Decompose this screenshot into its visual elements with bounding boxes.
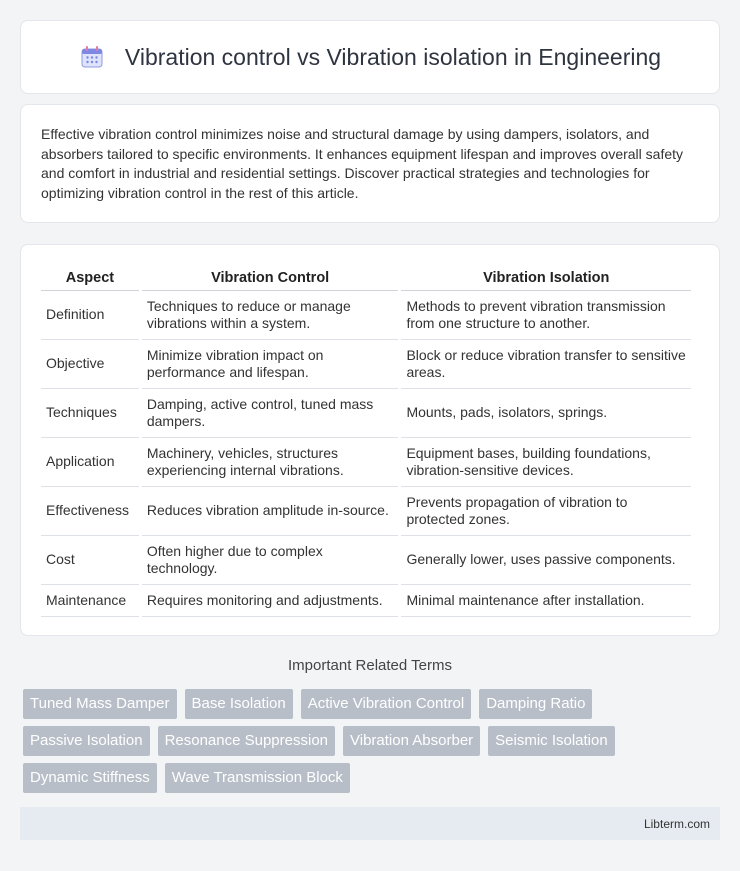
footer: [20, 807, 720, 840]
term-tag[interactable]: Resonance Suppression: [158, 726, 335, 756]
comparison-table: [38, 265, 694, 617]
row-isolation-cell: Block or reduce vibration transfer to sensitive areas.: [401, 340, 691, 389]
table-row: [41, 438, 691, 487]
row-control-cell: Often higher due to complex technology.: [142, 536, 399, 585]
term-tag[interactable]: Vibration Absorber: [343, 726, 480, 756]
related-terms-list: [23, 689, 723, 793]
row-isolation-cell: Methods to prevent vibration transmission from one structure to another.: [401, 291, 691, 340]
row-aspect-cell: Objective: [41, 340, 139, 389]
term-tag[interactable]: Tuned Mass Damper: [23, 689, 177, 719]
row-control-cell: Techniques to reduce or manage vibrations within a system.: [142, 291, 399, 340]
title-card: [20, 20, 720, 94]
table-row: [41, 487, 691, 536]
row-aspect-cell: Cost: [41, 536, 139, 585]
row-control-cell: Damping, active control, tuned mass dampers.: [142, 389, 399, 438]
footer-site-link[interactable]: Libterm.com: [643, 816, 710, 831]
column-header-vibration-control: Vibration Control: [142, 265, 399, 291]
comparison-card: [20, 244, 720, 636]
row-aspect-cell: Application: [41, 438, 139, 487]
row-control-cell: Reduces vibration amplitude in-source.: [142, 487, 399, 536]
row-control-cell: Machinery, vehicles, structures experiencing internal vibrations.: [142, 438, 399, 487]
term-tag[interactable]: Passive Isolation: [23, 726, 150, 756]
term-tag[interactable]: Base Isolation: [185, 689, 293, 719]
intro-card: [20, 104, 720, 223]
row-isolation-cell: Generally lower, uses passive components.: [401, 536, 691, 585]
term-tag[interactable]: Dynamic Stiffness: [23, 763, 157, 793]
row-aspect-cell: Effectiveness: [41, 487, 139, 536]
row-aspect-cell: Definition: [41, 291, 139, 340]
row-control-cell: Requires monitoring and adjustments.: [142, 585, 399, 617]
term-tag[interactable]: Damping Ratio: [479, 689, 592, 719]
row-isolation-cell: Minimal maintenance after installation.: [401, 585, 691, 617]
column-header-vibration-isolation: Vibration Isolation: [401, 265, 691, 291]
row-aspect-cell: Maintenance: [41, 585, 139, 617]
term-tag[interactable]: Seismic Isolation: [488, 726, 615, 756]
table-row: [41, 536, 691, 585]
table-row: [41, 340, 691, 389]
term-tag[interactable]: Wave Transmission Block: [165, 763, 350, 793]
row-isolation-cell: Mounts, pads, isolators, springs.: [401, 389, 691, 438]
row-isolation-cell: Equipment bases, building foundations, vibration-sensitive devices.: [401, 438, 691, 487]
column-header-aspect: Aspect: [41, 265, 139, 291]
row-aspect-cell: Techniques: [41, 389, 139, 438]
page-title: Vibration control vs Vibration isolation in Engineering: [124, 43, 662, 70]
related-terms-heading: Important Related Terms: [288, 657, 452, 674]
intro-paragraph: Effective vibration control minimizes noise and structural damage by using dampers, isolators, and absorbers tailored to specific environments. It enhances equipment lifespan and improves overall safety and comfort in industrial and residential settings. Discover practical strategies and technologies for optimizing vibration control in the rest of this article.: [41, 126, 684, 201]
table-header-row: [41, 265, 691, 291]
table-row: [41, 585, 691, 617]
row-isolation-cell: Prevents propagation of vibration to protected zones.: [401, 487, 691, 536]
calendar-icon: [79, 44, 105, 70]
row-control-cell: Minimize vibration impact on performance and lifespan.: [142, 340, 399, 389]
table-row: [41, 389, 691, 438]
term-tag[interactable]: Active Vibration Control: [301, 689, 471, 719]
title-wrap: [79, 44, 661, 71]
table-row: [41, 291, 691, 340]
